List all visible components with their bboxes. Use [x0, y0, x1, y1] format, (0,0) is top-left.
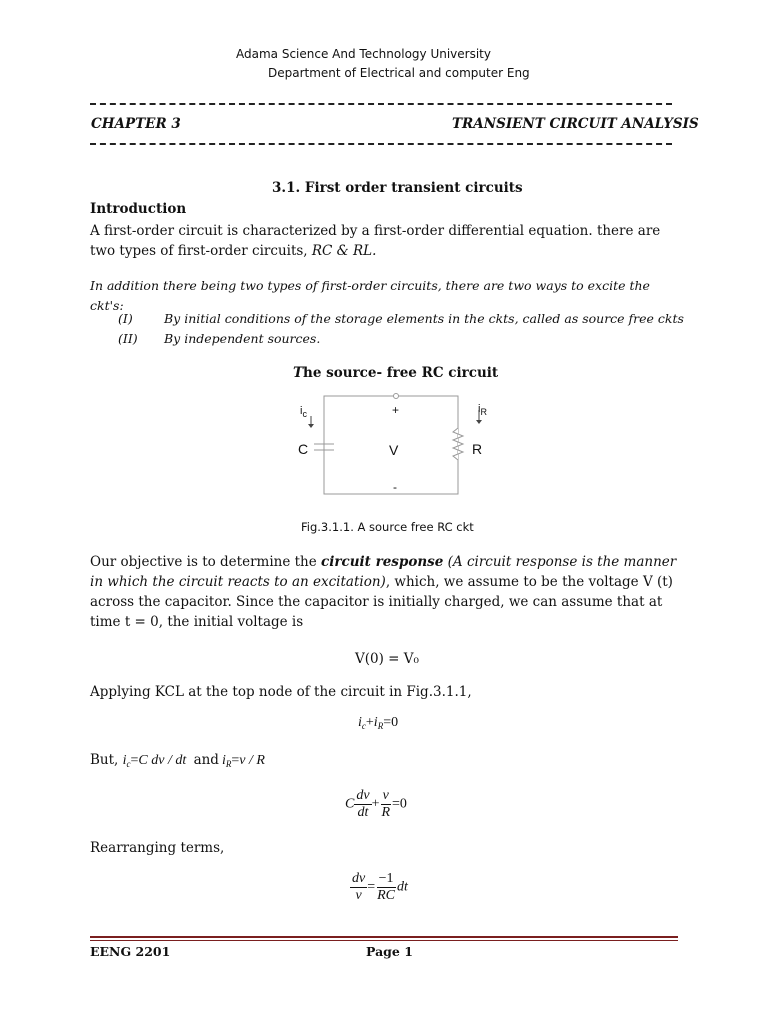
ic-label-text: i — [300, 405, 303, 417]
initial-voltage-equation: V(0) = V₀ — [355, 651, 419, 667]
rearranging-sentence: Rearranging terms, — [90, 840, 225, 856]
list-number-1: (I) — [118, 311, 133, 326]
ic-label — [300, 405, 307, 419]
and-text: and — [193, 752, 219, 768]
intro-paragraph — [90, 221, 680, 261]
but-line — [90, 752, 265, 769]
list-item-2: By independent sources. — [164, 331, 321, 346]
figure-title-rest: he source- free RC circuit — [303, 365, 499, 381]
excite-paragraph: In addition there being two types of first-order circuits, there are two ways to excite the ckt's: — [90, 278, 650, 313]
but-text: But, — [90, 752, 123, 768]
objective-text-d: , which, we assume to be the voltage V (t) across the capacitor. Since the capacitor is initially charged, we can assume that at time t = 0, the initial voltage is — [90, 574, 673, 630]
chapter-number: CHAPTER 3 — [91, 116, 181, 132]
ir-arrow-head — [476, 420, 482, 424]
ic-label-sub: c — [302, 409, 307, 419]
objective-definition: (A circuit response is the manner in which the circuit reacts to an excitation) — [90, 554, 677, 590]
section-title: 3.1. First order transient circuits — [272, 180, 523, 196]
objective-paragraph — [90, 552, 680, 632]
differential-equation: C $\frac{dv}{dt}$ + $\frac{v}{R}$ =0 — [345, 788, 407, 820]
chapter-title: TRANSIENT CIRCUIT ANALYSIS — [452, 116, 699, 132]
figure-title-initial: T — [293, 365, 304, 381]
intro-heading: Introduction — [90, 201, 187, 217]
resistor-symbol — [453, 428, 463, 460]
plus-label: + — [392, 403, 400, 417]
bottom-divider — [90, 143, 672, 145]
kcl-equation: $i_c+i_R=0$ — [358, 715, 399, 731]
figure-caption: Fig.3.1.1. A source free RC ckt — [301, 520, 474, 534]
objective-text-a: Our objective is to determine the — [90, 554, 322, 570]
list-number-2: (II) — [118, 331, 138, 346]
ic-arrow-head — [308, 424, 314, 428]
rearranged-equation: $\frac{dv}{v}$ = $\frac{-1}{RC}$ dt — [352, 871, 408, 903]
voltage-label: V — [389, 442, 399, 458]
ir-label — [478, 403, 487, 417]
department-name: Department of Electrical and computer Eng — [268, 66, 530, 80]
intro-text: A first-order circuit is characterized by a first-order differential equation. there are two types of first-order circuits, — [90, 223, 661, 259]
intro-types: RC & RL. — [311, 243, 377, 259]
capacitor-label: C — [298, 441, 309, 457]
figure-title — [293, 365, 498, 381]
kcl-sentence: Applying KCL at the top node of the circuit in Fig.3.1.1, — [90, 684, 472, 700]
circuit-response-term: circuit response — [321, 554, 444, 570]
minus-label: - — [393, 480, 397, 494]
university-name: Adama Science And Technology University — [236, 47, 491, 61]
footer-rule-thin — [90, 940, 678, 941]
ir-equation: $i_R=v / R$ — [221, 753, 265, 769]
list-item-1: By initial conditions of the storage elements in the ckts, called as source free ckts — [164, 311, 684, 326]
ir-label-text: i — [478, 403, 481, 415]
top-divider — [90, 103, 672, 105]
footer-rule — [90, 936, 678, 938]
ir-label-sub: R — [480, 407, 487, 417]
ic-equation: $i_c=C$ dv / dt — [122, 753, 187, 769]
resistor-label: R — [472, 441, 483, 457]
top-node — [394, 394, 399, 399]
page-number: Page 1 — [366, 944, 413, 959]
course-code: EENG 2201 — [90, 944, 171, 959]
